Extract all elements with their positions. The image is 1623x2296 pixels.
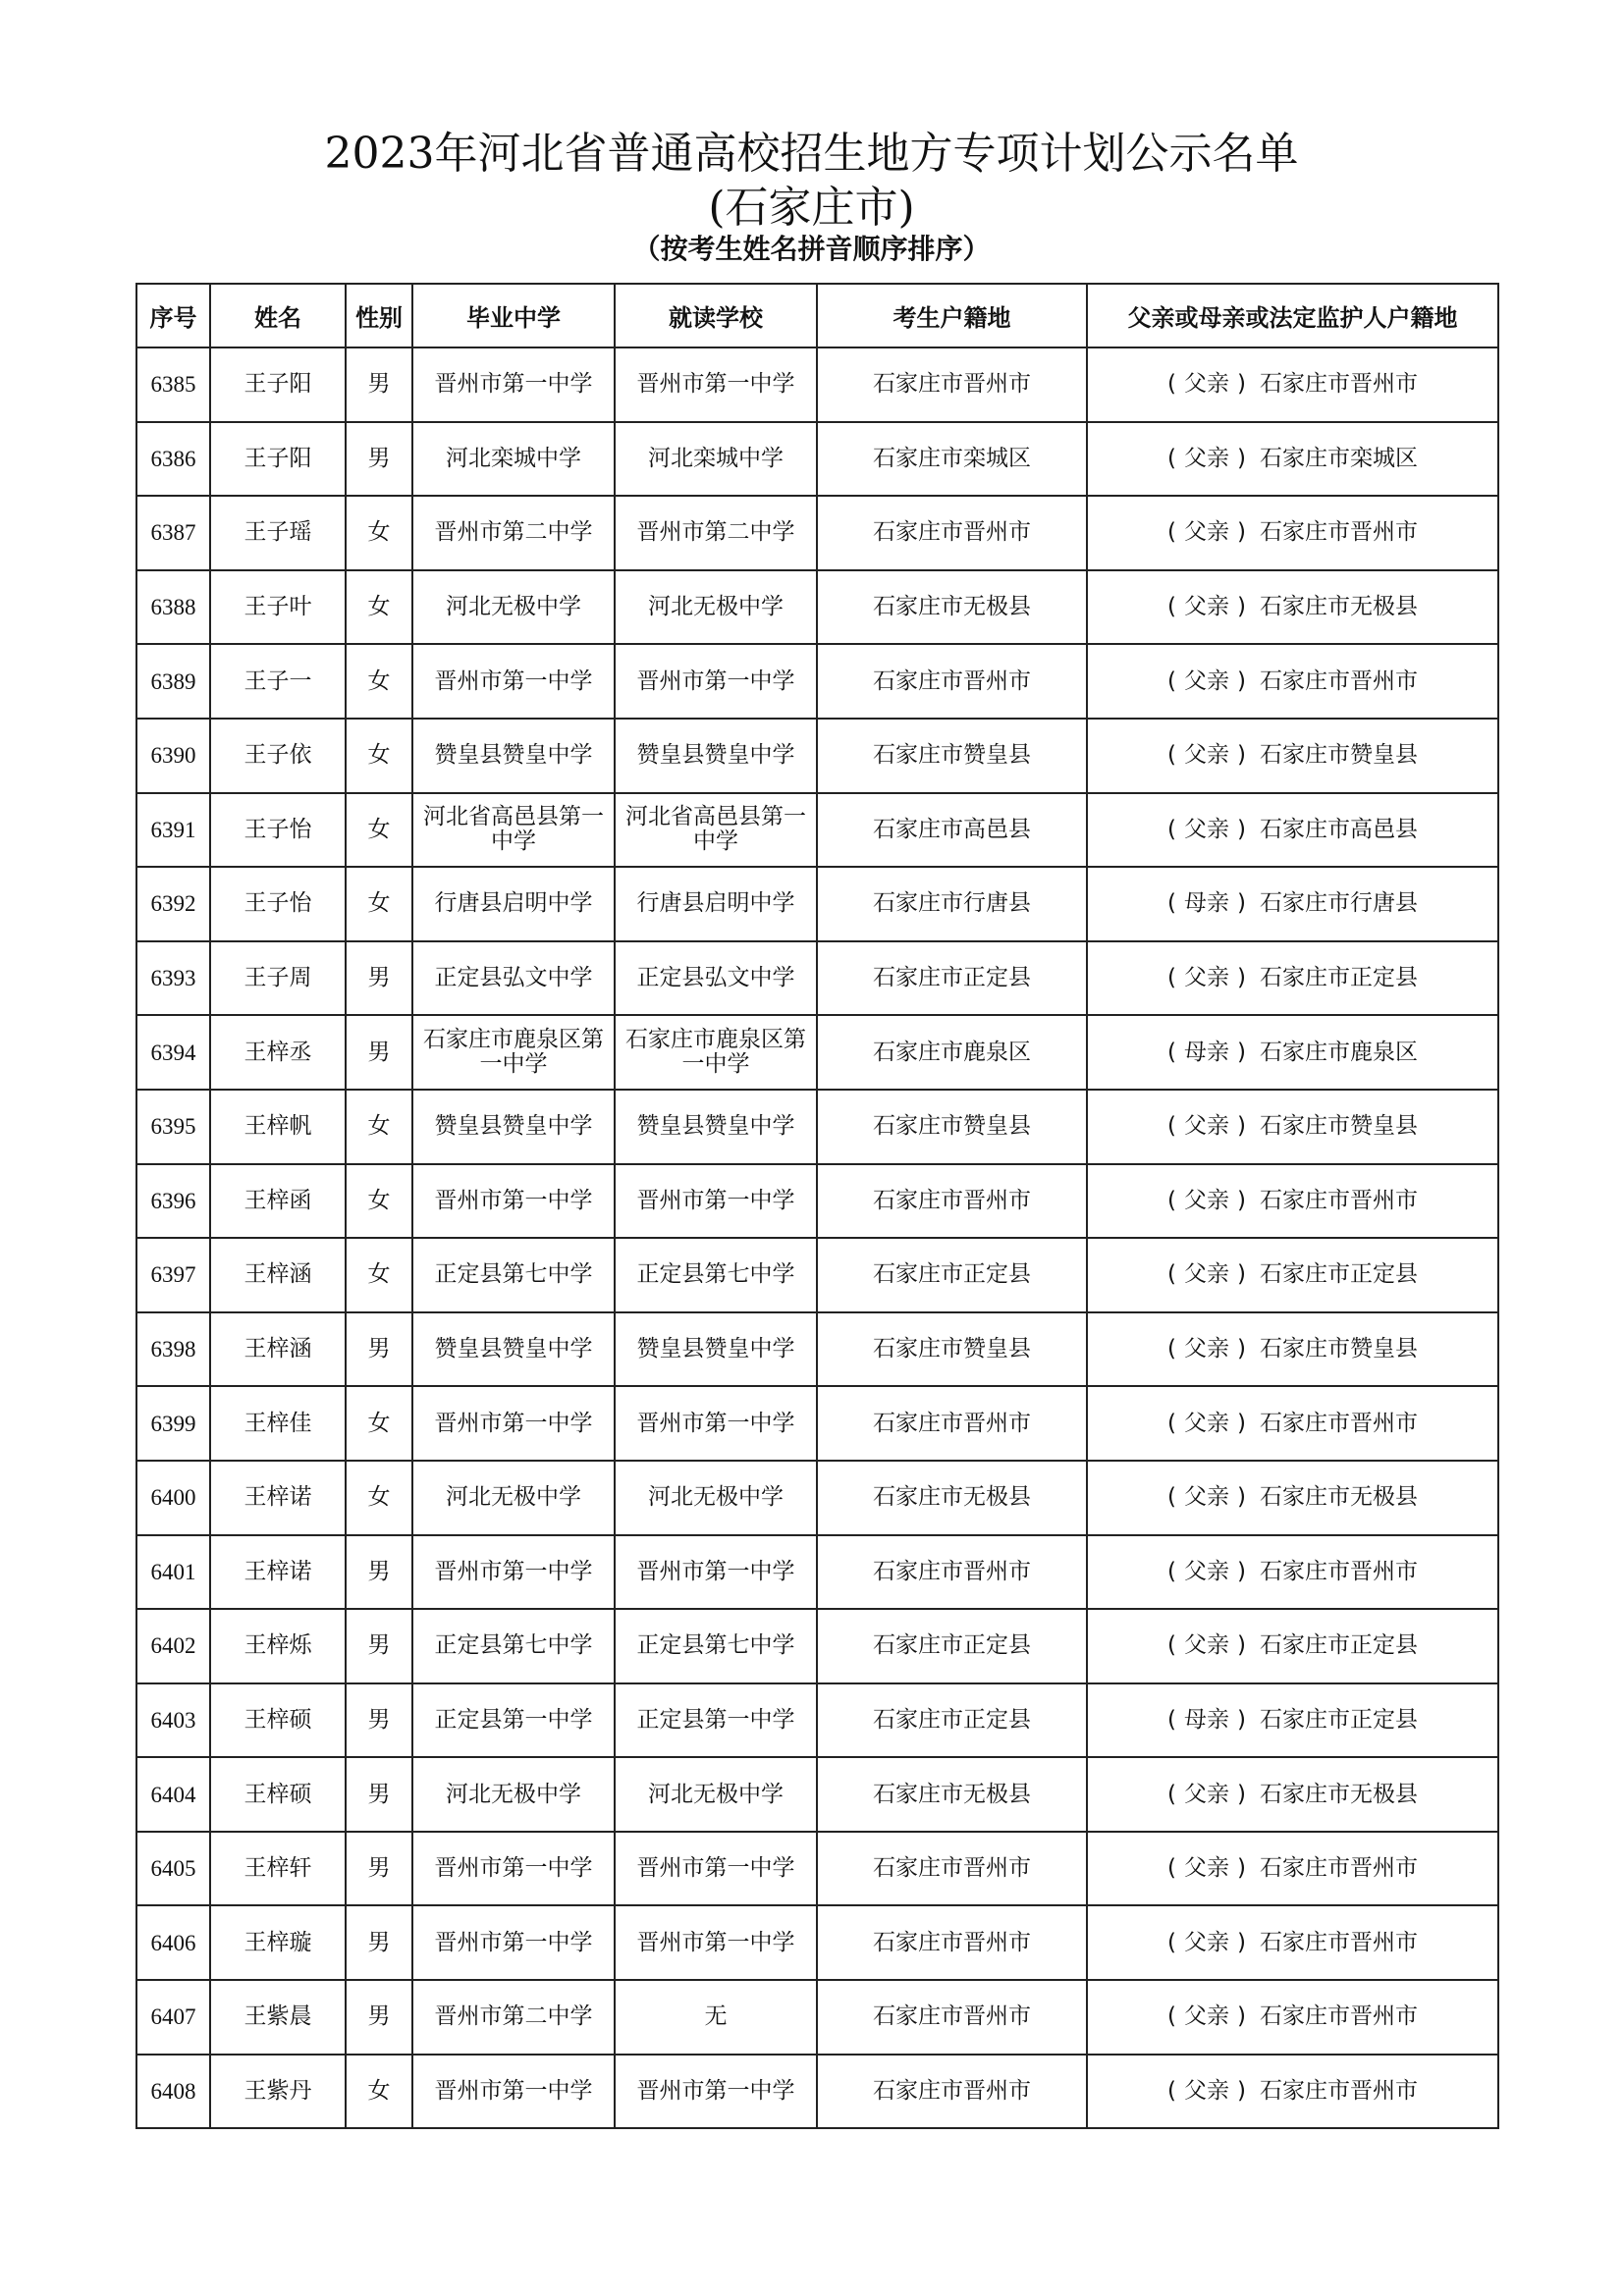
cell-name: 王子周 (210, 941, 346, 1016)
cell-grad-school: 河北无极中学 (412, 570, 615, 645)
cell-guardian (1087, 1015, 1498, 1090)
cell-seq: 6401 (136, 1535, 210, 1610)
guardian-relation: ( 父亲 ) (1167, 1410, 1246, 1436)
guardian-relation-text: 父亲 (1184, 1781, 1229, 1807)
guardian-residence: 石家庄市赞皇县 (1259, 1113, 1418, 1140)
guardian-residence: 石家庄市晋州市 (1259, 1410, 1418, 1436)
cell-guardian (1087, 1609, 1498, 1683)
guardian-residence: 石家庄市晋州市 (1259, 1558, 1418, 1584)
guardian-relation-text: 父亲 (1184, 594, 1229, 620)
cell-current-school: 晋州市第二中学 (615, 496, 817, 570)
cell-grad-school: 晋州市第一中学 (412, 644, 615, 719)
cell-guardian (1087, 644, 1498, 719)
cell-current-school: 正定县第七中学 (615, 1238, 817, 1312)
table-row (136, 1683, 1498, 1758)
guardian-relation: ( 父亲 ) (1167, 1929, 1246, 1955)
cell-grad-school: 行唐县启明中学 (412, 867, 615, 941)
table-row (136, 2055, 1498, 2129)
guardian-residence: 石家庄市晋州市 (1259, 667, 1418, 694)
cell-seq: 6394 (136, 1015, 210, 1090)
cell-grad-school: 正定县第七中学 (412, 1609, 615, 1683)
cell-current-school: 晋州市第一中学 (615, 1164, 817, 1239)
guardian-relation: ( 父亲 ) (1167, 2077, 1246, 2104)
cell-guardian (1087, 1757, 1498, 1832)
document-subtitle: (石家庄市) (708, 183, 915, 233)
cell-current-school: 正定县弘文中学 (615, 941, 817, 1016)
sort-note: （按考生姓名拼音顺序排序） (632, 233, 991, 265)
cell-guardian (1087, 496, 1498, 570)
col-header-current-school: 就读学校 (615, 284, 817, 347)
guardian-residence: 石家庄市行唐县 (1259, 890, 1418, 917)
guardian-relation: ( 父亲 ) (1167, 816, 1246, 842)
guardian-relation: ( 父亲 ) (1167, 742, 1246, 769)
cell-gender: 女 (346, 496, 412, 570)
cell-guardian (1087, 1386, 1498, 1461)
cell-name: 王紫晨 (210, 1980, 346, 2055)
table-row (136, 1312, 1498, 1387)
cell-name: 王子叶 (210, 570, 346, 645)
cell-name: 王梓硕 (210, 1757, 346, 1832)
cell-current-school: 河北无极中学 (615, 570, 817, 645)
cell-seq: 6400 (136, 1461, 210, 1535)
cell-current-school: 晋州市第一中学 (615, 1905, 817, 1980)
cell-current-school: 河北无极中学 (615, 1757, 817, 1832)
cell-name: 王梓涵 (210, 1312, 346, 1387)
table-row (136, 1980, 1498, 2055)
cell-name: 王子阳 (210, 422, 346, 497)
guardian-relation: ( 父亲 ) (1167, 2003, 1246, 2030)
guardian-relation-text: 父亲 (1184, 1336, 1229, 1362)
cell-residence: 石家庄市无极县 (817, 1461, 1087, 1535)
cell-name: 王子怡 (210, 867, 346, 941)
guardian-residence: 石家庄市晋州市 (1259, 371, 1418, 398)
cell-seq: 6404 (136, 1757, 210, 1832)
cell-gender: 男 (346, 1980, 412, 2055)
guardian-relation: ( 父亲 ) (1167, 594, 1246, 620)
guardian-residence: 石家庄市晋州市 (1259, 1929, 1418, 1955)
cell-residence: 石家庄市赞皇县 (817, 1312, 1087, 1387)
guardian-relation: ( 母亲 ) (1167, 1039, 1246, 1065)
guardian-relation: ( 父亲 ) (1167, 1336, 1246, 1362)
cell-gender: 女 (346, 793, 412, 868)
cell-seq: 6406 (136, 1905, 210, 1980)
guardian-relation: ( 父亲 ) (1167, 1632, 1246, 1659)
guardian-residence: 石家庄市鹿泉区 (1259, 1039, 1418, 1065)
cell-seq: 6402 (136, 1609, 210, 1683)
cell-residence: 石家庄市晋州市 (817, 1832, 1087, 1906)
guardian-relation: ( 父亲 ) (1167, 445, 1246, 471)
table-row (136, 1015, 1498, 1090)
cell-guardian (1087, 1312, 1498, 1387)
table-row (136, 867, 1498, 941)
roster-body (136, 347, 1498, 2128)
cell-gender: 女 (346, 644, 412, 719)
cell-grad-school: 石家庄市鹿泉区第一中学 (412, 1015, 615, 1090)
guardian-relation: ( 父亲 ) (1167, 519, 1246, 546)
cell-current-school: 晋州市第一中学 (615, 644, 817, 719)
cell-current-school: 赞皇县赞皇中学 (615, 719, 817, 793)
table-row (136, 1164, 1498, 1239)
cell-gender: 女 (346, 1238, 412, 1312)
cell-current-school: 正定县第七中学 (615, 1609, 817, 1683)
col-header-seq: 序号 (136, 284, 210, 347)
cell-grad-school: 晋州市第一中学 (412, 1905, 615, 1980)
table-row (136, 719, 1498, 793)
cell-name: 王子怡 (210, 793, 346, 868)
cell-name: 王子一 (210, 644, 346, 719)
cell-name: 王梓帆 (210, 1090, 346, 1164)
guardian-relation-text: 父亲 (1184, 1410, 1229, 1436)
cell-grad-school: 河北栾城中学 (412, 422, 615, 497)
cell-name: 王梓涵 (210, 1238, 346, 1312)
cell-current-school: 晋州市第一中学 (615, 1832, 817, 1906)
cell-grad-school: 晋州市第一中学 (412, 1832, 615, 1906)
cell-residence: 石家庄市正定县 (817, 1609, 1087, 1683)
guardian-relation-text: 父亲 (1184, 667, 1229, 694)
guardian-relation-text: 父亲 (1184, 1484, 1229, 1511)
guardian-relation: ( 父亲 ) (1167, 1261, 1246, 1288)
cell-residence: 石家庄市正定县 (817, 941, 1087, 1016)
cell-current-school: 正定县第一中学 (615, 1683, 817, 1758)
table-row (136, 347, 1498, 422)
cell-residence: 石家庄市晋州市 (817, 1980, 1087, 2055)
cell-grad-school: 晋州市第二中学 (412, 496, 615, 570)
guardian-relation-text: 母亲 (1184, 1706, 1229, 1733)
cell-guardian (1087, 719, 1498, 793)
guardian-relation-text: 父亲 (1184, 965, 1229, 991)
cell-seq: 6388 (136, 570, 210, 645)
guardian-relation-text: 父亲 (1184, 1632, 1229, 1659)
table-row (136, 570, 1498, 645)
cell-grad-school: 晋州市第一中学 (412, 2055, 615, 2129)
cell-current-school: 赞皇县赞皇中学 (615, 1090, 817, 1164)
cell-residence: 石家庄市赞皇县 (817, 719, 1087, 793)
cell-grad-school: 赞皇县赞皇中学 (412, 719, 615, 793)
cell-seq: 6399 (136, 1386, 210, 1461)
table-row (136, 1609, 1498, 1683)
col-header-grad-school: 毕业中学 (412, 284, 615, 347)
guardian-relation: ( 父亲 ) (1167, 1113, 1246, 1140)
cell-guardian (1087, 347, 1498, 422)
guardian-relation-text: 父亲 (1184, 445, 1229, 471)
cell-guardian (1087, 1238, 1498, 1312)
table-row (136, 1461, 1498, 1535)
cell-seq: 6398 (136, 1312, 210, 1387)
cell-name: 王梓函 (210, 1164, 346, 1239)
guardian-relation-text: 父亲 (1184, 519, 1229, 546)
cell-residence: 石家庄市赞皇县 (817, 1090, 1087, 1164)
cell-guardian (1087, 570, 1498, 645)
guardian-residence: 石家庄市栾城区 (1259, 445, 1418, 471)
guardian-relation: ( 母亲 ) (1167, 1706, 1246, 1733)
cell-gender: 男 (346, 1312, 412, 1387)
guardian-residence: 石家庄市晋州市 (1259, 519, 1418, 546)
cell-gender: 女 (346, 1090, 412, 1164)
cell-seq: 6408 (136, 2055, 210, 2129)
cell-residence: 石家庄市高邑县 (817, 793, 1087, 868)
cell-current-school: 晋州市第一中学 (615, 1535, 817, 1610)
cell-residence: 石家庄市无极县 (817, 1757, 1087, 1832)
cell-seq: 6389 (136, 644, 210, 719)
cell-seq: 6407 (136, 1980, 210, 2055)
cell-current-school: 河北省高邑县第一中学 (615, 793, 817, 868)
guardian-relation-text: 父亲 (1184, 2003, 1229, 2030)
cell-gender: 女 (346, 867, 412, 941)
cell-grad-school: 晋州市第一中学 (412, 347, 615, 422)
col-header-residence: 考生户籍地 (817, 284, 1087, 347)
cell-gender: 男 (346, 347, 412, 422)
cell-guardian (1087, 1090, 1498, 1164)
guardian-residence: 石家庄市晋州市 (1259, 1187, 1418, 1213)
cell-grad-school: 河北省高邑县第一中学 (412, 793, 615, 868)
cell-seq: 6391 (136, 793, 210, 868)
cell-residence: 石家庄市晋州市 (817, 1386, 1087, 1461)
cell-gender: 男 (346, 1535, 412, 1610)
cell-seq: 6392 (136, 867, 210, 941)
guardian-residence: 石家庄市高邑县 (1259, 816, 1418, 842)
guardian-relation-text: 父亲 (1184, 371, 1229, 398)
guardian-relation: ( 父亲 ) (1167, 667, 1246, 694)
guardian-residence: 石家庄市晋州市 (1259, 2003, 1418, 2030)
cell-name: 王梓佳 (210, 1386, 346, 1461)
cell-seq: 6386 (136, 422, 210, 497)
cell-current-school: 石家庄市鹿泉区第一中学 (615, 1015, 817, 1090)
document-title: 2023年河北省普通高校招生地方专项计划公示名单 (324, 129, 1299, 179)
cell-name: 王梓硕 (210, 1683, 346, 1758)
cell-seq: 6395 (136, 1090, 210, 1164)
cell-grad-school: 晋州市第二中学 (412, 1980, 615, 2055)
cell-name: 王梓烁 (210, 1609, 346, 1683)
cell-current-school: 晋州市第一中学 (615, 2055, 817, 2129)
cell-gender: 男 (346, 1609, 412, 1683)
guardian-residence: 石家庄市正定县 (1259, 965, 1418, 991)
cell-current-school: 赞皇县赞皇中学 (615, 1312, 817, 1387)
cell-name: 王子依 (210, 719, 346, 793)
cell-name: 王子阳 (210, 347, 346, 422)
guardian-relation: ( 父亲 ) (1167, 1558, 1246, 1584)
roster-table (135, 283, 1499, 2129)
guardian-residence: 石家庄市无极县 (1259, 1484, 1418, 1511)
col-header-gender: 性别 (346, 284, 412, 347)
cell-name: 王梓诺 (210, 1461, 346, 1535)
cell-current-school: 无 (615, 1980, 817, 2055)
cell-name: 王子瑶 (210, 496, 346, 570)
guardian-residence: 石家庄市无极县 (1259, 594, 1418, 620)
cell-gender: 男 (346, 1905, 412, 1980)
cell-seq: 6385 (136, 347, 210, 422)
guardian-relation-text: 父亲 (1184, 742, 1229, 769)
cell-residence: 石家庄市晋州市 (817, 347, 1087, 422)
guardian-relation: ( 父亲 ) (1167, 965, 1246, 991)
cell-grad-school: 正定县第七中学 (412, 1238, 615, 1312)
cell-seq: 6387 (136, 496, 210, 570)
table-row (136, 1905, 1498, 1980)
cell-guardian (1087, 1683, 1498, 1758)
table-row (136, 496, 1498, 570)
cell-gender: 女 (346, 1461, 412, 1535)
cell-guardian (1087, 867, 1498, 941)
table-row (136, 422, 1498, 497)
cell-gender: 女 (346, 2055, 412, 2129)
guardian-relation-text: 父亲 (1184, 1187, 1229, 1213)
cell-name: 王梓璇 (210, 1905, 346, 1980)
cell-grad-school: 正定县弘文中学 (412, 941, 615, 1016)
guardian-residence: 石家庄市晋州市 (1259, 2077, 1418, 2104)
table-row (136, 644, 1498, 719)
cell-guardian (1087, 941, 1498, 1016)
cell-grad-school: 晋州市第一中学 (412, 1164, 615, 1239)
guardian-relation: ( 父亲 ) (1167, 1855, 1246, 1882)
cell-guardian (1087, 1832, 1498, 1906)
guardian-relation: ( 父亲 ) (1167, 371, 1246, 398)
guardian-relation: ( 母亲 ) (1167, 890, 1246, 917)
cell-name: 王紫丹 (210, 2055, 346, 2129)
cell-residence: 石家庄市鹿泉区 (817, 1015, 1087, 1090)
guardian-relation-text: 父亲 (1184, 1261, 1229, 1288)
cell-seq: 6390 (136, 719, 210, 793)
cell-gender: 男 (346, 1757, 412, 1832)
guardian-relation-text: 父亲 (1184, 1929, 1229, 1955)
cell-current-school: 晋州市第一中学 (615, 1386, 817, 1461)
cell-residence: 石家庄市晋州市 (817, 1535, 1087, 1610)
guardian-residence: 石家庄市赞皇县 (1259, 742, 1418, 769)
cell-gender: 女 (346, 1386, 412, 1461)
cell-grad-school: 晋州市第一中学 (412, 1535, 615, 1610)
cell-seq: 6397 (136, 1238, 210, 1312)
guardian-relation: ( 父亲 ) (1167, 1484, 1246, 1511)
guardian-relation-text: 父亲 (1184, 1113, 1229, 1140)
cell-grad-school: 河北无极中学 (412, 1461, 615, 1535)
cell-grad-school: 河北无极中学 (412, 1757, 615, 1832)
cell-residence: 石家庄市栾城区 (817, 422, 1087, 497)
cell-name: 王梓诺 (210, 1535, 346, 1610)
cell-guardian (1087, 2055, 1498, 2129)
cell-guardian (1087, 1535, 1498, 1610)
cell-gender: 男 (346, 1683, 412, 1758)
cell-current-school: 晋州市第一中学 (615, 347, 817, 422)
guardian-relation-text: 母亲 (1184, 1039, 1229, 1065)
cell-grad-school: 正定县第一中学 (412, 1683, 615, 1758)
cell-grad-school: 赞皇县赞皇中学 (412, 1090, 615, 1164)
guardian-relation-text: 父亲 (1184, 2077, 1229, 2104)
col-header-name: 姓名 (210, 284, 346, 347)
table-row (136, 941, 1498, 1016)
cell-gender: 男 (346, 422, 412, 497)
cell-guardian (1087, 1164, 1498, 1239)
guardian-relation: ( 父亲 ) (1167, 1781, 1246, 1807)
cell-seq: 6393 (136, 941, 210, 1016)
cell-residence: 石家庄市正定县 (817, 1238, 1087, 1312)
cell-name: 王梓轩 (210, 1832, 346, 1906)
table-row (136, 1535, 1498, 1610)
cell-guardian (1087, 1461, 1498, 1535)
guardian-residence: 石家庄市正定县 (1259, 1632, 1418, 1659)
cell-seq: 6396 (136, 1164, 210, 1239)
table-row (136, 793, 1498, 868)
guardian-residence: 石家庄市正定县 (1259, 1261, 1418, 1288)
cell-residence: 石家庄市晋州市 (817, 644, 1087, 719)
cell-residence: 石家庄市晋州市 (817, 1905, 1087, 1980)
guardian-residence: 石家庄市赞皇县 (1259, 1336, 1418, 1362)
cell-seq: 6405 (136, 1832, 210, 1906)
cell-current-school: 行唐县启明中学 (615, 867, 817, 941)
col-header-guardian-residence: 父亲或母亲或法定监护人户籍地 (1087, 284, 1498, 347)
guardian-residence: 石家庄市晋州市 (1259, 1855, 1418, 1882)
cell-residence: 石家庄市晋州市 (817, 1164, 1087, 1239)
guardian-relation-text: 父亲 (1184, 1558, 1229, 1584)
table-row (136, 1090, 1498, 1164)
cell-residence: 石家庄市晋州市 (817, 2055, 1087, 2129)
cell-current-school: 河北栾城中学 (615, 422, 817, 497)
cell-name: 王梓丞 (210, 1015, 346, 1090)
cell-residence: 石家庄市晋州市 (817, 496, 1087, 570)
guardian-relation-text: 父亲 (1184, 816, 1229, 842)
guardian-residence: 石家庄市无极县 (1259, 1781, 1418, 1807)
cell-gender: 女 (346, 719, 412, 793)
cell-guardian (1087, 1905, 1498, 1980)
guardian-residence: 石家庄市正定县 (1259, 1706, 1418, 1733)
cell-gender: 女 (346, 570, 412, 645)
cell-grad-school: 赞皇县赞皇中学 (412, 1312, 615, 1387)
cell-gender: 男 (346, 941, 412, 1016)
guardian-relation-text: 父亲 (1184, 1855, 1229, 1882)
table-row (136, 1238, 1498, 1312)
cell-guardian (1087, 793, 1498, 868)
table-row (136, 1386, 1498, 1461)
guardian-relation: ( 父亲 ) (1167, 1187, 1246, 1213)
cell-guardian (1087, 422, 1498, 497)
cell-gender: 男 (346, 1832, 412, 1906)
table-row (136, 1832, 1498, 1906)
guardian-relation-text: 母亲 (1184, 890, 1229, 917)
cell-residence: 石家庄市行唐县 (817, 867, 1087, 941)
cell-gender: 男 (346, 1015, 412, 1090)
header-row (136, 284, 1498, 347)
cell-grad-school: 晋州市第一中学 (412, 1386, 615, 1461)
cell-seq: 6403 (136, 1683, 210, 1758)
cell-current-school: 河北无极中学 (615, 1461, 817, 1535)
cell-residence: 石家庄市无极县 (817, 570, 1087, 645)
table-row (136, 1757, 1498, 1832)
cell-residence: 石家庄市正定县 (817, 1683, 1087, 1758)
cell-gender: 女 (346, 1164, 412, 1239)
cell-guardian (1087, 1980, 1498, 2055)
